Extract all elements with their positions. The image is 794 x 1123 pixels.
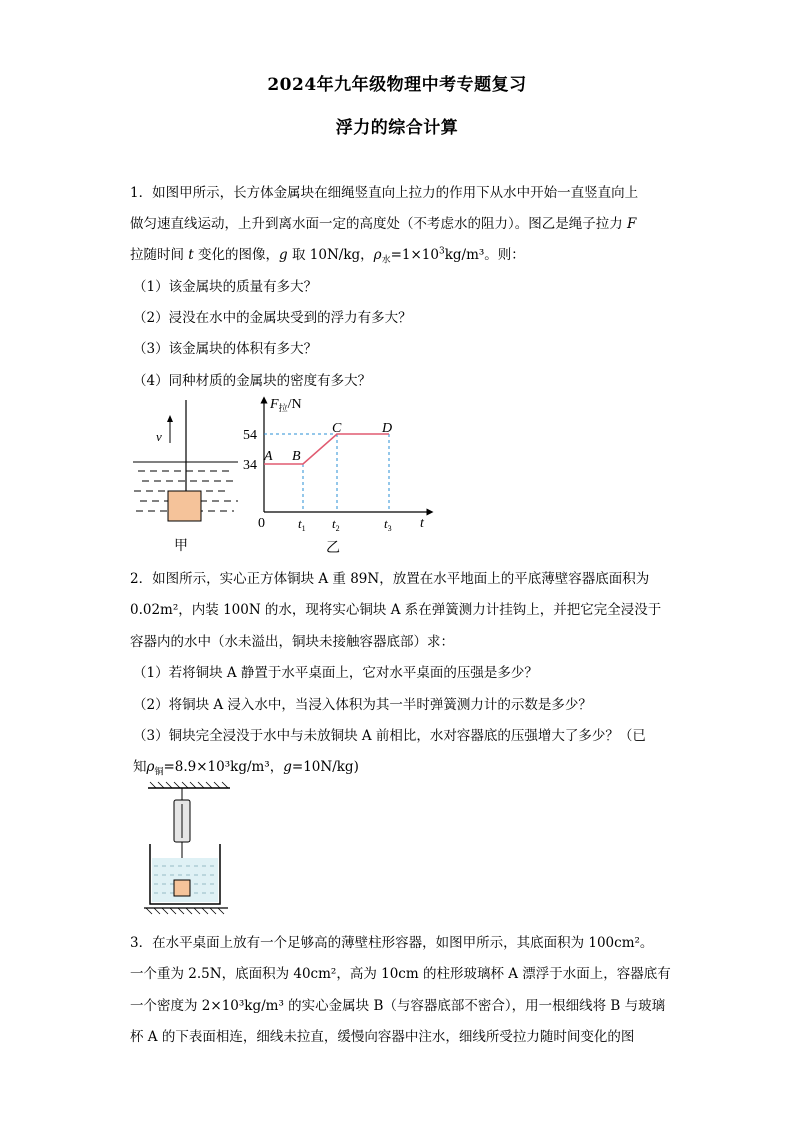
q2-line-1: 2．如图所示，实心正方体铜块 A 重 89N，放置在水平地面上的平底薄壁容器底面积为: [130, 571, 650, 587]
y-tick-34: 34: [243, 458, 257, 473]
q1-sub-2: （2）浸没在水中的金属块受到的浮力有多大？: [133, 310, 412, 326]
q2-g-var: g: [283, 759, 292, 775]
q1-g-var: g: [279, 247, 288, 263]
fig-yi-caption: 乙: [326, 541, 340, 556]
q1-line-3: [130, 243, 525, 266]
fig-jia-caption: 甲: [174, 539, 188, 554]
force-curve: [264, 434, 389, 464]
q3-line-4: 杯 A 的下表面相连，细线未拉直，缓慢向容器中注水，细线所受拉力随时间变化的图: [130, 1029, 635, 1045]
q1-sub-1: （1）该金属块的质量有多大？: [133, 279, 318, 295]
page-subtitle: 浮力的综合计算: [335, 118, 459, 138]
velocity-arrowhead: [167, 415, 173, 422]
y-axis-label: $F_拉/N$: [270, 397, 302, 413]
tick-t3: $t_3$: [384, 516, 392, 533]
copper-block-a: [174, 880, 190, 896]
page-title: 2024年九年级物理中考专题复习: [267, 75, 527, 95]
q2-rho: ρ: [146, 759, 155, 775]
q2-sub-3b-b: =8.9×10³kg/m³，: [163, 759, 284, 775]
point-a: A: [264, 449, 273, 464]
y-tick-54: 54: [243, 428, 257, 443]
ceiling-hatch: [150, 782, 228, 788]
velocity-label: v: [156, 429, 162, 444]
q2-sub-3b-c: =10N/kg): [291, 759, 359, 775]
origin-label: 0: [258, 516, 265, 531]
q1-line-3-b: 变化的图像，: [198, 247, 280, 263]
q1-line-1: 1．如图甲所示，长方体金属块在细绳竖直向上拉力的作用下从水中开始一直竖直向上: [130, 185, 639, 201]
q1-figure-jia: [130, 395, 245, 560]
point-b: B: [292, 449, 301, 464]
q1-line-2-text: 做匀速直线运动，上升到离水面一定的高度处（不考虑水的阻力）。图乙是绳子拉力: [130, 216, 623, 232]
q1-line-2: [130, 212, 636, 232]
q1-sub-4: （4）同种材质的金属块的密度有多大？: [133, 373, 372, 389]
q1-figure-yi: [240, 392, 440, 562]
q1-force-var: F: [627, 216, 637, 232]
tick-t1: $t_1$: [298, 516, 306, 533]
q3-line-1: 3．在水平桌面上放有一个足够高的薄壁柱形容器，如图甲所示，其底面积为 100cm²。: [130, 935, 654, 951]
q1-rho: ρ: [373, 247, 382, 263]
q2-sub-3: （3）铜块完全浸没于水中与未放铜块 A 前相比，水对容器底的压强增大了多少？（已: [133, 728, 646, 744]
q1-sub-3: （3）该金属块的体积有多大？: [133, 341, 318, 357]
q1-line-3-d: =1×10: [390, 247, 439, 263]
q1-line-3-c: 取 10N/kg，: [291, 247, 374, 263]
q1-rho-sub: 水: [381, 255, 391, 266]
point-c: C: [332, 421, 342, 436]
metal-block: [168, 491, 201, 521]
q2-figure: [128, 780, 238, 920]
q2-line-3: 容器内的水中（水未溢出，铜块未接触容器底部）求：: [130, 634, 454, 650]
q2-sub-3b: [133, 755, 359, 778]
q2-sub-2: （2）将铜块 A 浸入水中，当浸入体积为其一半时弹簧测力计的示数是多少？: [133, 697, 592, 713]
x-axis-label: t: [420, 516, 424, 531]
q1-line-3-a: 拉随时间: [130, 247, 184, 263]
q1-time-var: t: [188, 247, 194, 263]
q1-line-3-e: kg/m³。则：: [444, 247, 525, 263]
q3-line-3: 一个密度为 2×10³kg/m³ 的实心金属块 B（与容器底部不密合），用一根细线将 B 与玻璃: [130, 998, 666, 1014]
q2-sub-1: （1）若将铜块 A 静置于水平桌面上，它对水平桌面的压强是多少？: [133, 665, 538, 681]
guide-lines: [264, 434, 389, 512]
tick-t2: $t_2$: [332, 516, 340, 533]
q2-rho-sub: 铜: [154, 767, 164, 778]
ground-hatch: [146, 908, 224, 914]
point-d: D: [382, 421, 393, 436]
q1-exp: 3: [438, 246, 445, 257]
q2-line-2: 0.02m²，内装 100N 的水，现将实心铜块 A 系在弹簧测力计挂钩上，并把它完全浸没于: [130, 602, 662, 618]
q2-sub-3b-a: 知: [133, 759, 147, 775]
q3-line-2: 一个重为 2.5N，底面积为 40cm²，高为 10cm 的柱形玻璃杯 A 漂浮于水面上，容器底有: [130, 966, 671, 982]
